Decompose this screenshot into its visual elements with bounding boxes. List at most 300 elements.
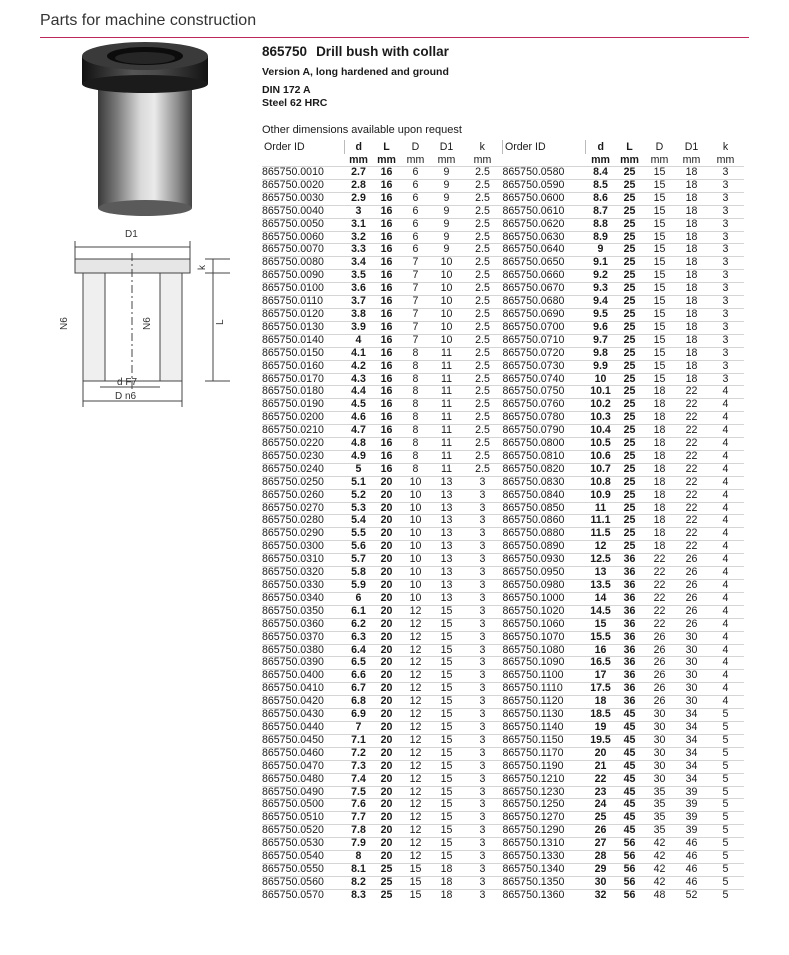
table-row: [262, 399, 744, 412]
d1-value: 22: [676, 515, 708, 528]
d1-value: 15: [431, 709, 463, 722]
d-value: 3.6: [345, 283, 373, 296]
dd-value: 15: [644, 321, 676, 334]
order-id: 865750.1150: [503, 734, 586, 747]
k-value: 3: [463, 863, 503, 876]
order-id: 865750.0050: [262, 218, 345, 231]
k-value: 3: [708, 334, 744, 347]
order-id: 865750.0570: [262, 889, 345, 901]
order-id: 865750.0480: [262, 773, 345, 786]
order-id: 865750.0130: [262, 321, 345, 334]
k-value: 4: [708, 644, 744, 657]
product-photo: [70, 38, 230, 218]
l-value: 25: [616, 192, 644, 205]
d-value: 9: [586, 244, 616, 257]
dd-value: 15: [644, 257, 676, 270]
dd-value: 30: [644, 709, 676, 722]
dd-value: 12: [401, 838, 431, 851]
d-value: 3.5: [345, 270, 373, 283]
l-value: 20: [373, 489, 401, 502]
k-value: 2.5: [463, 321, 503, 334]
d1-value: 34: [676, 773, 708, 786]
k-value: 2.5: [463, 205, 503, 218]
order-id: 865750.0790: [503, 425, 586, 438]
k-value: 3: [708, 205, 744, 218]
d1-value: 18: [676, 360, 708, 373]
order-id: 865750.0360: [262, 618, 345, 631]
table-row: [262, 541, 744, 554]
dd-value: 18: [644, 438, 676, 451]
dd-value: 42: [644, 876, 676, 889]
dd-value: 8: [401, 450, 431, 463]
d1-value: 9: [431, 167, 463, 180]
order-id: 865750.0460: [262, 747, 345, 760]
l-value: 25: [616, 489, 644, 502]
table-row: [262, 515, 744, 528]
d-value: 9.2: [586, 270, 616, 283]
d1-value: 18: [676, 321, 708, 334]
product-name: Drill bush with collar: [316, 44, 449, 59]
dd-value: 26: [644, 644, 676, 657]
order-id: 865750.1250: [503, 799, 586, 812]
l-value: 36: [616, 618, 644, 631]
l-value: 25: [373, 863, 401, 876]
order-id: 865750.1130: [503, 709, 586, 722]
d1-value: 11: [431, 373, 463, 386]
order-id: 865750.1090: [503, 657, 586, 670]
table-row: [262, 838, 744, 851]
order-id: 865750.0850: [503, 502, 586, 515]
d1-value: 34: [676, 734, 708, 747]
dd-value: 48: [644, 889, 676, 901]
dd-value: 30: [644, 773, 676, 786]
dd-value: 12: [401, 786, 431, 799]
k-value: 2.5: [463, 179, 503, 192]
k-value: 2.5: [463, 347, 503, 360]
d1-value: 13: [431, 567, 463, 580]
l-value: 25: [616, 231, 644, 244]
table-row: [262, 463, 744, 476]
d-value: 5: [345, 463, 373, 476]
dd-value: 15: [644, 231, 676, 244]
product-number: 865750: [262, 44, 308, 59]
order-id: 865750.0730: [503, 360, 586, 373]
d-value: 5.5: [345, 528, 373, 541]
dd-value: 10: [401, 580, 431, 593]
order-id: 865750.1170: [503, 747, 586, 760]
table-row: [262, 192, 744, 205]
l-value: 16: [373, 270, 401, 283]
product-title: [262, 44, 449, 59]
d-value: 5.4: [345, 515, 373, 528]
unit-d: mm: [349, 154, 368, 166]
l-value: 56: [616, 876, 644, 889]
l-value: 25: [616, 528, 644, 541]
l-value: 36: [616, 631, 644, 644]
k-value: 4: [708, 541, 744, 554]
d1-value: 15: [431, 631, 463, 644]
col-l: L: [626, 141, 633, 153]
l-value: 20: [373, 567, 401, 580]
order-id: 865750.0840: [503, 489, 586, 502]
dd-value: 22: [644, 592, 676, 605]
order-id: 865750.0630: [503, 231, 586, 244]
order-id: 865750.0860: [503, 515, 586, 528]
l-value: 25: [616, 425, 644, 438]
k-value: 3: [708, 283, 744, 296]
l-value: 25: [616, 308, 644, 321]
k-value: 2.5: [463, 386, 503, 399]
order-id: 865750.0610: [503, 205, 586, 218]
l-value: 25: [616, 244, 644, 257]
d-value: 13.5: [586, 580, 616, 593]
table-row: [262, 321, 744, 334]
l-value: 36: [616, 657, 644, 670]
d-value: 22: [586, 773, 616, 786]
d-value: 7.9: [345, 838, 373, 851]
table-row: [262, 605, 744, 618]
d1-value: 26: [676, 554, 708, 567]
table-row: [262, 786, 744, 799]
dd-value: 6: [401, 179, 431, 192]
d1-value: 22: [676, 450, 708, 463]
l-value: 25: [616, 321, 644, 334]
l-value: 36: [616, 670, 644, 683]
dd-value: 15: [401, 863, 431, 876]
d-value: 9.4: [586, 296, 616, 309]
d-value: 11: [586, 502, 616, 515]
order-id: 865750.0780: [503, 412, 586, 425]
dd-value: 18: [644, 515, 676, 528]
table-row: [262, 373, 744, 386]
d1-value: 34: [676, 721, 708, 734]
d1-value: 13: [431, 541, 463, 554]
dd-value: 8: [401, 425, 431, 438]
l-value: 25: [616, 218, 644, 231]
dd-value: 10: [401, 476, 431, 489]
label-l: L: [215, 319, 226, 325]
dd-value: 26: [644, 683, 676, 696]
d-value: 3.3: [345, 244, 373, 257]
table-row: [262, 502, 744, 515]
order-id: 865750.1080: [503, 644, 586, 657]
d1-value: 13: [431, 554, 463, 567]
d-value: 7.4: [345, 773, 373, 786]
d1-value: 15: [431, 851, 463, 864]
k-value: 4: [708, 592, 744, 605]
order-id: 865750.0310: [262, 554, 345, 567]
d1-value: 13: [431, 502, 463, 515]
dd-value: 15: [644, 373, 676, 386]
k-value: 5: [708, 709, 744, 722]
l-value: 20: [373, 773, 401, 786]
dd-value: 15: [644, 167, 676, 180]
d1-value: 22: [676, 438, 708, 451]
l-value: 25: [373, 889, 401, 901]
order-id: 865750.0710: [503, 334, 586, 347]
d-value: 16.5: [586, 657, 616, 670]
dd-value: 15: [401, 876, 431, 889]
table-row: [262, 296, 744, 309]
l-value: 20: [373, 825, 401, 838]
table-row: [262, 386, 744, 399]
k-value: 4: [708, 463, 744, 476]
col-d1: D1: [684, 141, 699, 153]
label-k: k: [197, 265, 208, 270]
order-id: 865750.0930: [503, 554, 586, 567]
dd-value: 8: [401, 386, 431, 399]
order-id: 865750.0530: [262, 838, 345, 851]
order-id: 865750.0290: [262, 528, 345, 541]
order-id: 865750.0490: [262, 786, 345, 799]
d-value: 5.2: [345, 489, 373, 502]
k-value: 4: [708, 657, 744, 670]
k-value: 2.5: [463, 463, 503, 476]
d-value: 4.7: [345, 425, 373, 438]
l-value: 25: [616, 438, 644, 451]
dd-value: 12: [401, 644, 431, 657]
dd-value: 42: [644, 838, 676, 851]
k-value: 2.5: [463, 308, 503, 321]
d1-value: 15: [431, 747, 463, 760]
d-value: 8.5: [586, 179, 616, 192]
label-n6-left: N6: [59, 317, 70, 330]
order-id: 865750.0180: [262, 386, 345, 399]
d-value: 7.5: [345, 786, 373, 799]
dd-value: 15: [644, 296, 676, 309]
k-value: 3: [708, 373, 744, 386]
unit-l: mm: [377, 154, 396, 166]
k-value: 5: [708, 747, 744, 760]
d1-value: 30: [676, 657, 708, 670]
l-value: 16: [373, 450, 401, 463]
l-value: 25: [616, 412, 644, 425]
k-value: 4: [708, 696, 744, 709]
k-value: 2.5: [463, 450, 503, 463]
dd-value: 10: [401, 554, 431, 567]
k-value: 3: [463, 721, 503, 734]
dd-value: 18: [644, 476, 676, 489]
k-value: 4: [708, 618, 744, 631]
l-value: 56: [616, 851, 644, 864]
dd-value: 35: [644, 786, 676, 799]
d1-value: 15: [431, 838, 463, 851]
d-value: 24: [586, 799, 616, 812]
d-value: 8.7: [586, 205, 616, 218]
col-dd: D: [655, 141, 664, 153]
l-value: 16: [373, 360, 401, 373]
l-value: 20: [373, 554, 401, 567]
unit-dd: mm: [650, 154, 669, 166]
k-value: 4: [708, 670, 744, 683]
d1-value: 46: [676, 876, 708, 889]
order-id: 865750.1290: [503, 825, 586, 838]
d-value: 4.5: [345, 399, 373, 412]
table-row: [262, 683, 744, 696]
k-value: 4: [708, 567, 744, 580]
order-id: 865750.0080: [262, 257, 345, 270]
l-value: 36: [616, 580, 644, 593]
table-row: [262, 438, 744, 451]
k-value: 4: [708, 450, 744, 463]
dd-value: 26: [644, 670, 676, 683]
k-value: 4: [708, 631, 744, 644]
d1-value: 10: [431, 296, 463, 309]
d1-value: 22: [676, 541, 708, 554]
dd-value: 12: [401, 851, 431, 864]
k-value: 3: [708, 321, 744, 334]
k-value: 3: [708, 179, 744, 192]
k-value: 3: [708, 257, 744, 270]
table-row: [262, 167, 744, 180]
dd-value: 18: [644, 386, 676, 399]
table-row: [262, 334, 744, 347]
d-value: 6.5: [345, 657, 373, 670]
d1-value: 13: [431, 515, 463, 528]
k-value: 3: [708, 270, 744, 283]
d1-value: 15: [431, 618, 463, 631]
dd-value: 30: [644, 734, 676, 747]
d1-value: 22: [676, 412, 708, 425]
table-row: [262, 618, 744, 631]
k-value: 3: [463, 554, 503, 567]
l-value: 16: [373, 231, 401, 244]
d1-value: 39: [676, 825, 708, 838]
k-value: 5: [708, 825, 744, 838]
k-value: 3: [463, 618, 503, 631]
d-value: 12: [586, 541, 616, 554]
d-value: 23: [586, 786, 616, 799]
order-id: 865750.0810: [503, 450, 586, 463]
order-id: 865750.0200: [262, 412, 345, 425]
l-value: 25: [616, 399, 644, 412]
d1-value: 11: [431, 450, 463, 463]
d1-value: 9: [431, 179, 463, 192]
l-value: 25: [616, 463, 644, 476]
d1-value: 15: [431, 734, 463, 747]
dd-value: 12: [401, 721, 431, 734]
l-value: 45: [616, 786, 644, 799]
l-value: 20: [373, 592, 401, 605]
d1-value: 18: [676, 347, 708, 360]
d-value: 6: [345, 592, 373, 605]
order-id: 865750.0560: [262, 876, 345, 889]
d1-value: 15: [431, 683, 463, 696]
d1-value: 13: [431, 528, 463, 541]
d1-value: 15: [431, 644, 463, 657]
order-id: 865750.0280: [262, 515, 345, 528]
d1-value: 26: [676, 567, 708, 580]
dd-value: 8: [401, 373, 431, 386]
dd-value: 12: [401, 734, 431, 747]
l-value: 16: [373, 192, 401, 205]
d-value: 10.8: [586, 476, 616, 489]
unit-order-id: [262, 154, 345, 167]
order-id: 865750.0750: [503, 386, 586, 399]
dd-value: 15: [644, 334, 676, 347]
dd-value: 15: [644, 283, 676, 296]
d-value: 10.6: [586, 450, 616, 463]
d-value: 8.2: [345, 876, 373, 889]
d-value: 11.1: [586, 515, 616, 528]
d1-value: 26: [676, 618, 708, 631]
l-value: 36: [616, 592, 644, 605]
d1-value: 18: [431, 863, 463, 876]
k-value: 2.5: [463, 360, 503, 373]
k-value: 3: [463, 502, 503, 515]
order-id: 865750.0230: [262, 450, 345, 463]
dd-value: 26: [644, 631, 676, 644]
k-value: 2.5: [463, 218, 503, 231]
k-value: 5: [708, 851, 744, 864]
order-id: 865750.0890: [503, 541, 586, 554]
d-value: 11.5: [586, 528, 616, 541]
l-value: 16: [373, 296, 401, 309]
d-value: 8.8: [586, 218, 616, 231]
table-row: [262, 308, 744, 321]
d-value: 10: [586, 373, 616, 386]
product-standard: DIN 172 A: [262, 84, 311, 96]
dd-value: 12: [401, 618, 431, 631]
d1-value: 18: [676, 218, 708, 231]
d-value: 10.9: [586, 489, 616, 502]
order-id: 865750.0060: [262, 231, 345, 244]
table-row: [262, 747, 744, 760]
order-id: 865750.1110: [503, 683, 586, 696]
d1-value: 13: [431, 580, 463, 593]
d1-value: 46: [676, 863, 708, 876]
d1-value: 13: [431, 476, 463, 489]
l-value: 56: [616, 863, 644, 876]
table-row: [262, 760, 744, 773]
k-value: 4: [708, 438, 744, 451]
dimensions-table: [262, 140, 744, 902]
order-id: 865750.0680: [503, 296, 586, 309]
col-order-id: Order ID: [262, 140, 345, 154]
k-value: 4: [708, 399, 744, 412]
table-row: [262, 631, 744, 644]
k-value: 2.5: [463, 438, 503, 451]
l-value: 56: [616, 838, 644, 851]
order-id: 865750.0330: [262, 580, 345, 593]
d1-value: 18: [676, 334, 708, 347]
dd-value: 6: [401, 192, 431, 205]
dd-value: 12: [401, 657, 431, 670]
order-id: 865750.0600: [503, 192, 586, 205]
d-value: 3.8: [345, 308, 373, 321]
d1-value: 18: [676, 244, 708, 257]
table-units: [262, 154, 744, 167]
k-value: 3: [463, 889, 503, 901]
dd-value: 7: [401, 257, 431, 270]
d-value: 8: [345, 851, 373, 864]
l-value: 20: [373, 838, 401, 851]
dd-value: 12: [401, 747, 431, 760]
d1-value: 46: [676, 838, 708, 851]
k-value: 5: [708, 773, 744, 786]
dd-value: 7: [401, 270, 431, 283]
d1-value: 30: [676, 683, 708, 696]
dd-value: 12: [401, 670, 431, 683]
k-value: 3: [463, 567, 503, 580]
d-value: 25: [586, 812, 616, 825]
dd-value: 10: [401, 515, 431, 528]
d1-value: 9: [431, 205, 463, 218]
k-value: 2.5: [463, 283, 503, 296]
table-row: [262, 179, 744, 192]
table-row: [262, 489, 744, 502]
d-value: 18.5: [586, 709, 616, 722]
